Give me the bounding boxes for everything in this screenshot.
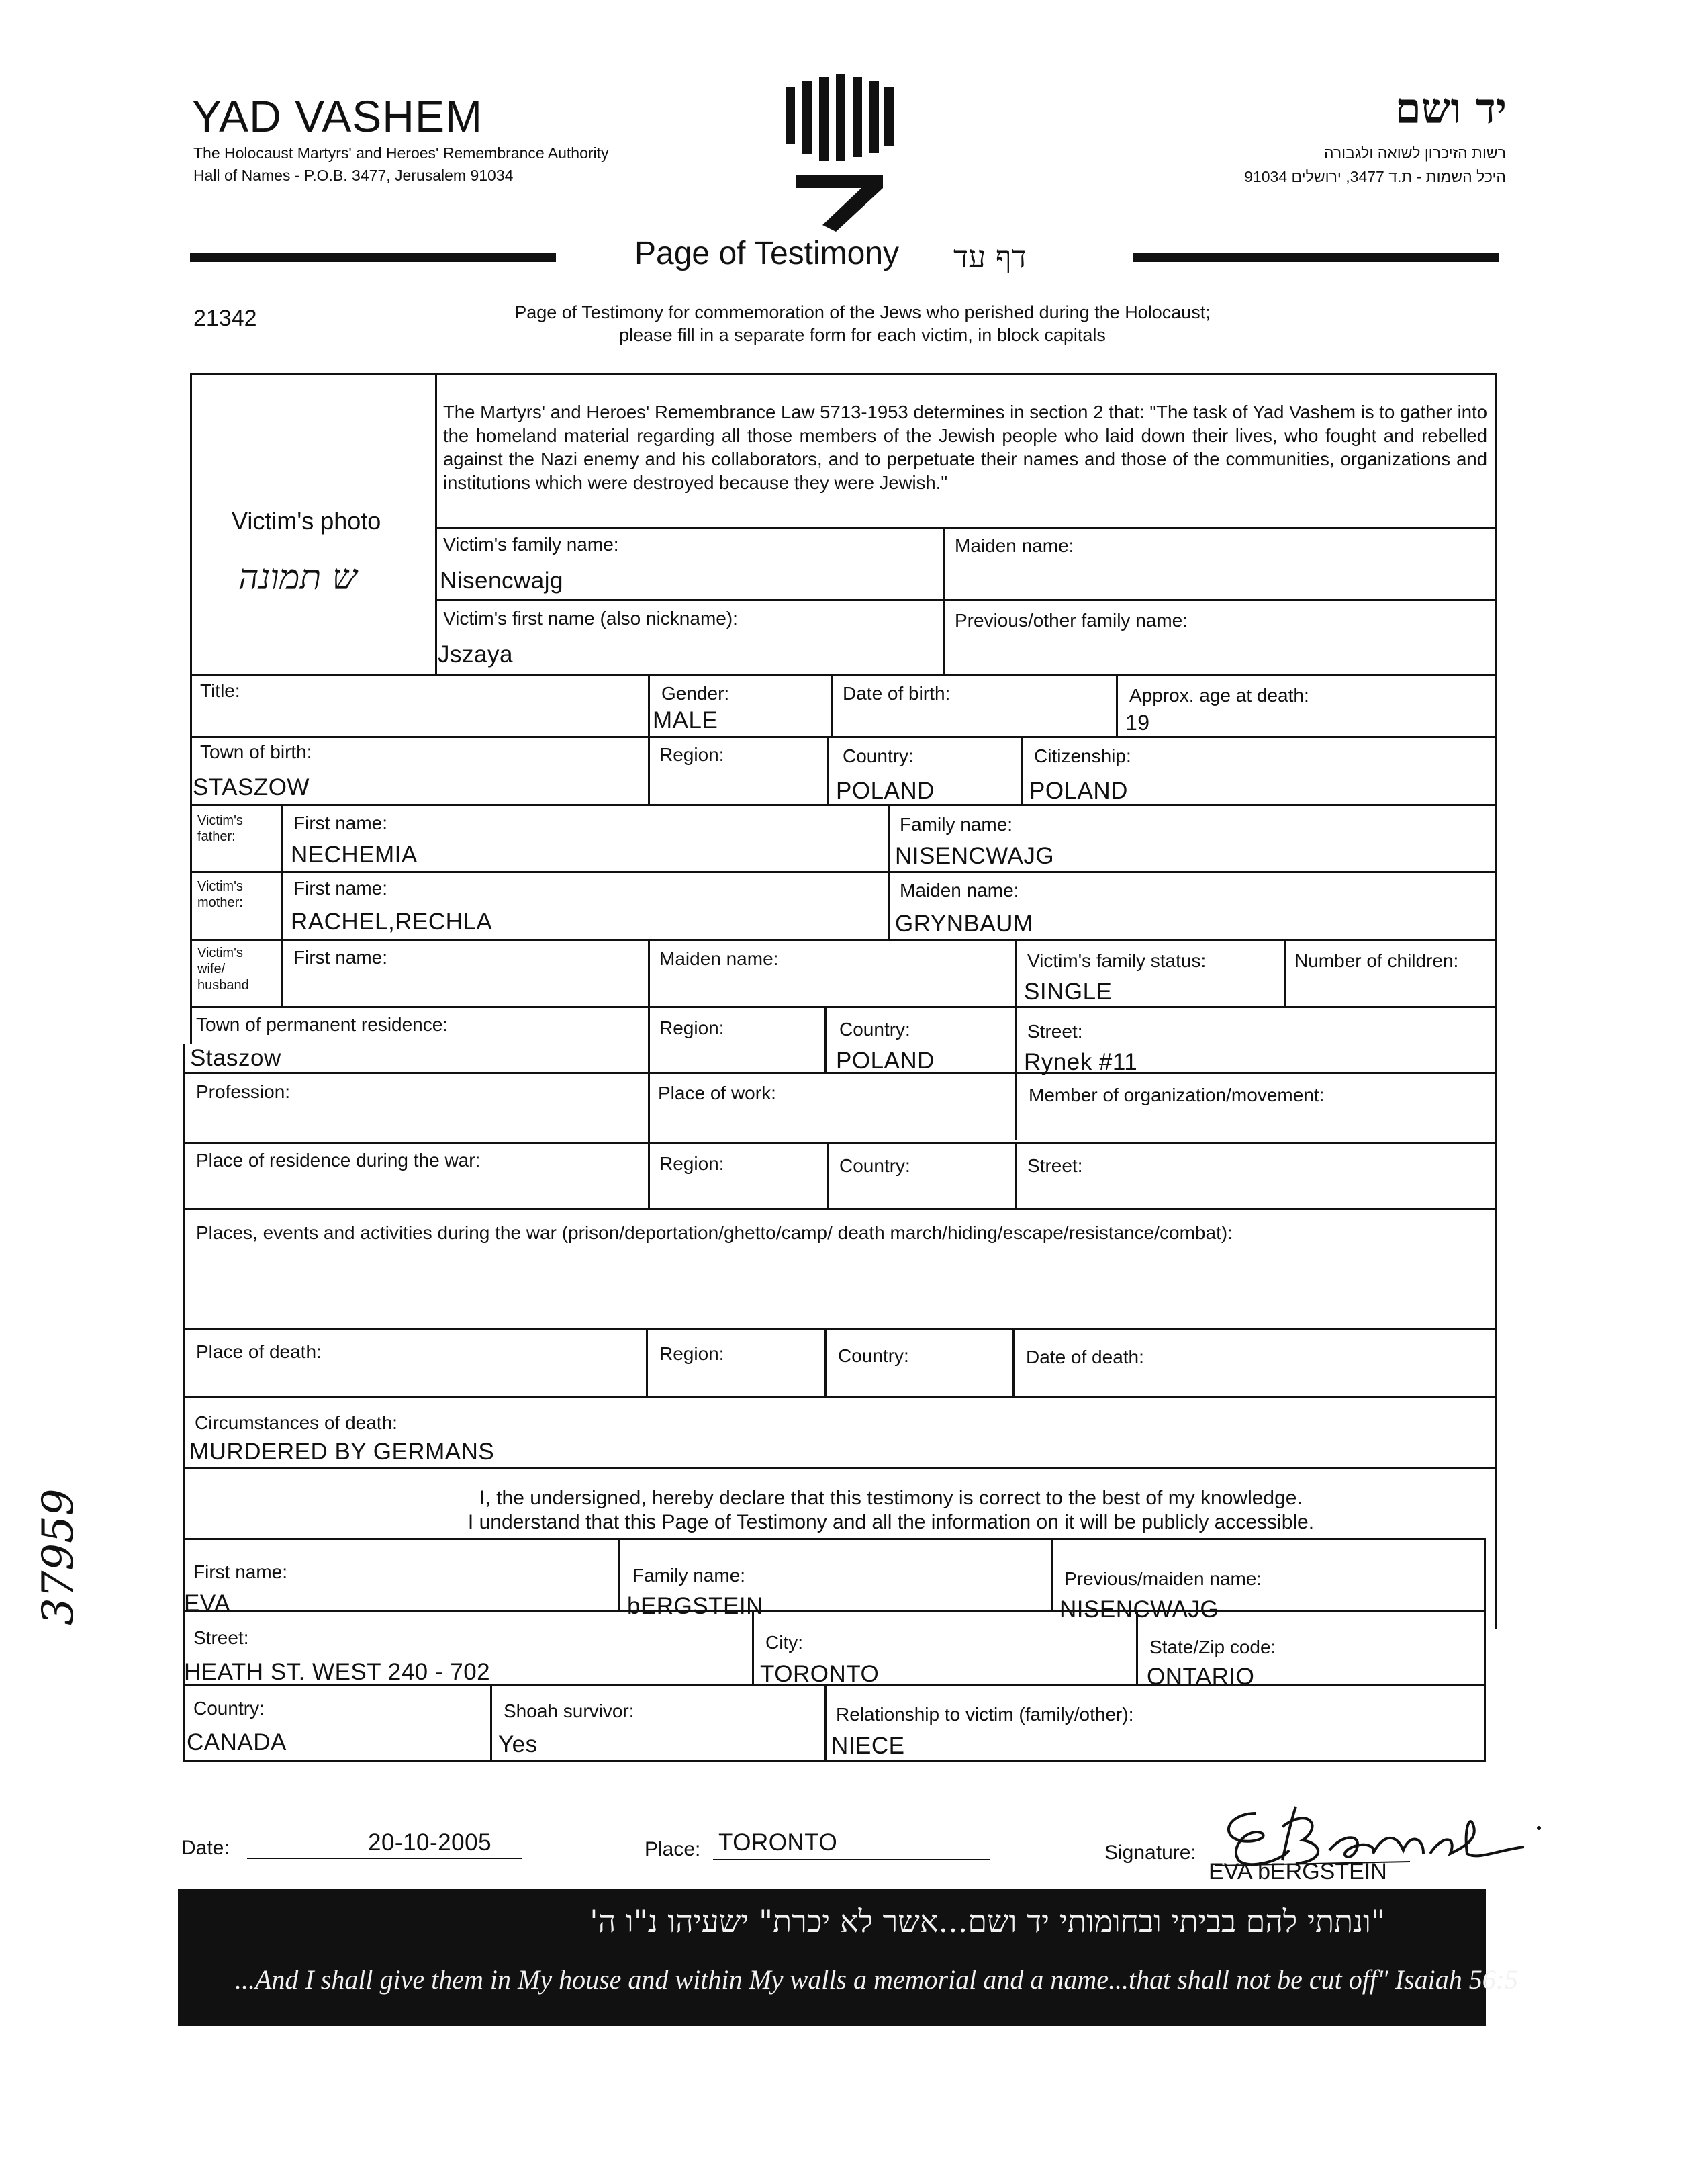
submitter-street-label: Street: — [193, 1627, 249, 1648]
father-family-label: Family name: — [900, 814, 1013, 835]
submitter-state-value[interactable]: ONTARIO — [1147, 1664, 1255, 1690]
mother-first-value[interactable]: RACHEL,RECHLA — [291, 909, 493, 935]
date-value[interactable]: 20-10-2005 — [368, 1829, 492, 1856]
mother-first-label: First name: — [293, 878, 388, 899]
mother-maiden-value[interactable]: GRYNBAUM — [895, 911, 1033, 937]
birth-country-label: Country: — [843, 745, 914, 766]
profession-label: Profession: — [196, 1081, 291, 1102]
submitter-prev-value[interactable]: NISENCWAJG — [1059, 1596, 1219, 1623]
citizenship-label: Citizenship: — [1034, 745, 1131, 766]
yad-vashem-logo — [782, 74, 896, 232]
death-circumstances-label: Circumstances of death: — [195, 1412, 397, 1433]
death-region-label: Region: — [659, 1343, 724, 1364]
birth-region-label: Region: — [659, 744, 724, 765]
org-address: Hall of Names - P.O.B. 3477, Jerusalem 91034 — [193, 167, 514, 184]
org-subtitle: The Holocaust Martyrs' and Heroes' Remembrance Authority — [193, 144, 609, 162]
signature-name: EVA bERGSTEIN — [1209, 1859, 1387, 1884]
residence-town-value[interactable]: Staszow — [190, 1045, 281, 1071]
spouse-maiden-label: Maiden name: — [659, 948, 779, 969]
gender-value[interactable]: MALE — [653, 707, 718, 733]
submitter-city-value[interactable]: TORONTO — [760, 1661, 880, 1687]
form-instructions-line1: Page of Testimony for commemoration of the Jews who perished during the Holocaust; — [514, 302, 1211, 322]
death-circumstances-value[interactable]: MURDERED BY GERMANS — [189, 1439, 495, 1465]
title-rule-right — [1133, 253, 1499, 262]
war-residence-label: Place of residence during the war: — [196, 1150, 481, 1171]
place-underline — [713, 1859, 990, 1860]
title-label: Title: — [200, 680, 240, 701]
submitter-family-label: Family name: — [632, 1565, 746, 1586]
page-title-hebrew: דף עד — [953, 238, 1027, 275]
death-country-label: Country: — [838, 1345, 909, 1366]
age-label: Approx. age at death: — [1129, 685, 1309, 706]
death-date-label: Date of death: — [1026, 1347, 1144, 1367]
heb-org-address: היכל השמות - ת.ד 3477, ירושלים 91034 — [1244, 168, 1506, 185]
submitter-prev-label: Previous/maiden name: — [1064, 1568, 1262, 1589]
submitter-first-label: First name: — [193, 1561, 288, 1582]
residence-street-value[interactable]: Rynek #11 — [1024, 1049, 1138, 1075]
war-events-label: Places, events and activities during the war (prison/deportation/ghetto/camp/ death march/hiding/escape/resistance/combat): — [196, 1222, 1233, 1243]
photo-handwriting: ש תמונה — [238, 557, 357, 598]
declaration-line2: I understand that this Page of Testimony and all the information on it will be publicly accessible. — [467, 1511, 1315, 1533]
mother-maiden-label: Maiden name: — [900, 880, 1019, 901]
residence-region-label: Region: — [659, 1017, 724, 1038]
banner-english-quote: ...And I shall give them in My house and within My walls a memorial and a name...that shall not be cut off" Isaiah 56:5 — [235, 1964, 1519, 1995]
date-label: Date: — [181, 1837, 230, 1859]
spouse-first-label: First name: — [293, 947, 388, 968]
place-label: Place: — [645, 1838, 701, 1860]
residence-street-label: Street: — [1027, 1021, 1083, 1042]
birth-country-value[interactable]: POLAND — [836, 778, 935, 804]
spouse-side-label: Victim's wife/ husband — [197, 946, 249, 993]
town-birth-label: Town of birth: — [200, 741, 312, 762]
war-country-label: Country: — [839, 1155, 910, 1176]
father-first-value[interactable]: NECHEMIA — [291, 841, 418, 868]
children-label: Number of children: — [1294, 950, 1459, 971]
document-number: 21342 — [193, 306, 257, 331]
law-text: The Martyrs' and Heroes' Remembrance Law 5713-1953 determines in section 2 that: "The task of Yad Vashem is to gather into the homeland material regarding all those members of the Jewish people who laid down their lives, who fought and rebelled against the Nazi enemy and his collaborators, and to perpetuate their names and those of the communities, organizations and institutions which were destroyed because they were Jewish." — [443, 402, 1487, 493]
family-status-value[interactable]: SINGLE — [1024, 979, 1113, 1005]
victim-prev-name-label: Previous/other family name: — [955, 610, 1188, 631]
heb-org-name: יד ושם — [1395, 84, 1507, 133]
father-family-value[interactable]: NISENCWAJG — [895, 843, 1055, 869]
victim-maiden-name-label: Maiden name: — [955, 535, 1074, 556]
survivor-value[interactable]: Yes — [498, 1731, 538, 1758]
age-value[interactable]: 19 — [1125, 711, 1150, 735]
membership-label: Member of organization/movement: — [1029, 1085, 1325, 1105]
submitter-city-label: City: — [765, 1632, 803, 1653]
father-first-label: First name: — [293, 813, 388, 833]
submitter-family-value[interactable]: bERGSTEIN — [627, 1593, 763, 1619]
residence-town-label: Town of permanent residence: — [196, 1014, 449, 1035]
dob-label: Date of birth: — [843, 683, 951, 704]
banner-hebrew-quote: "ונתתי להם בביתי ובחומותי יד ושם...אשר לא יכרת" ישעיהו נ"ו ה' — [589, 1903, 1385, 1940]
victim-first-name[interactable]: Jszaya — [438, 641, 513, 668]
form-instructions-line2: please fill in a separate form for each victim, in block capitals — [619, 325, 1106, 345]
gender-label: Gender: — [661, 683, 730, 704]
citizenship-value[interactable]: POLAND — [1029, 778, 1128, 804]
submitter-country-label: Country: — [193, 1698, 265, 1719]
victim-photo-label: Victim's photo — [232, 507, 381, 535]
declaration-line1: I, the undersigned, hereby declare that this testimony is correct to the best of my knowledge. — [479, 1487, 1303, 1509]
submitter-state-label: State/Zip code: — [1149, 1637, 1276, 1657]
page-title: Page of Testimony — [634, 236, 900, 271]
victim-family-name-label: Victim's family name: — [443, 534, 619, 555]
submitter-first-value[interactable]: EVA — [184, 1590, 230, 1617]
submitter-street-value[interactable]: HEATH ST. WEST 240 - 702 — [184, 1659, 491, 1685]
place-value[interactable]: TORONTO — [718, 1829, 838, 1856]
survivor-label: Shoah survivor: — [504, 1700, 634, 1721]
victim-first-name-label: Victim's first name (also nickname): — [443, 608, 738, 629]
signature-label: Signature: — [1104, 1841, 1196, 1864]
residence-country-value[interactable]: POLAND — [836, 1048, 935, 1074]
mother-side-label: Victim's mother: — [197, 879, 243, 910]
war-street-label: Street: — [1027, 1155, 1083, 1176]
submitter-country-value[interactable]: CANADA — [187, 1729, 287, 1756]
footer-banner — [178, 1889, 1519, 2026]
relation-value[interactable]: NIECE — [831, 1733, 905, 1759]
residence-country-label: Country: — [839, 1019, 910, 1040]
date-underline — [247, 1858, 522, 1859]
death-place-label: Place of death: — [196, 1341, 322, 1362]
heb-org-subtitle: רשות הזיכרון לשואה ולגבורה — [1323, 144, 1506, 162]
margin-handwritten-number: 37959 — [34, 1488, 83, 1625]
father-side-label: Victim's father: — [197, 813, 243, 844]
town-birth-value[interactable]: STASZOW — [193, 774, 310, 801]
org-name: YAD VASHEM — [192, 91, 483, 141]
victim-family-name[interactable]: Nisencwajg — [440, 567, 563, 594]
war-region-label: Region: — [659, 1153, 724, 1174]
relation-label: Relationship to victim (family/other): — [836, 1704, 1134, 1725]
family-status-label: Victim's family status: — [1027, 950, 1207, 971]
work-place-label: Place of work: — [658, 1083, 776, 1103]
title-rule-left — [190, 253, 556, 262]
